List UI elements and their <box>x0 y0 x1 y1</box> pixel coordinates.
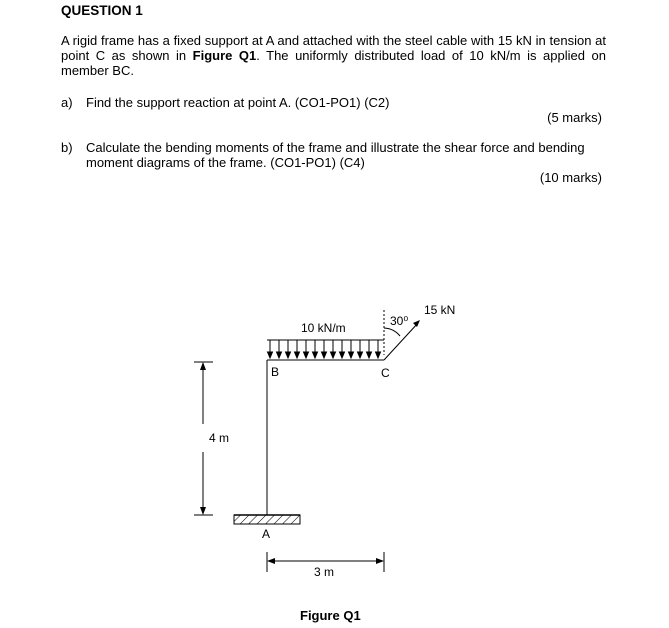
height-label: 4 m <box>209 431 230 445</box>
part-a-marks: (5 marks) <box>547 110 602 125</box>
node-b-label: B <box>271 365 280 379</box>
part-b-label: b) <box>61 140 73 155</box>
cable-arrowhead <box>413 320 420 327</box>
node-c-label: C <box>381 366 390 380</box>
span-label: 3 m <box>314 565 335 579</box>
part-b-text-line2: moment diagrams of the frame. (CO1-PO1) (C4) <box>86 155 365 170</box>
figure-caption: Figure Q1 <box>300 608 361 623</box>
part-b-marks: (10 marks) <box>539 170 602 185</box>
distributed-load <box>267 340 384 358</box>
intro-figure-ref: Figure Q1 <box>192 48 257 63</box>
intro-text-after: . The uniformly distributed load of 10 kN/m is applied on member BC. <box>61 48 606 78</box>
angle-label: 30⁰ <box>390 314 409 328</box>
intro-text-before: A rigid frame has a fixed support at A and attached with the steel cable with 15 kN in tension at point C as shown in <box>61 33 606 63</box>
angle-arc <box>384 328 400 336</box>
part-a-text: Find the support reaction at point A. (CO1-PO1) (C2) <box>86 95 390 110</box>
load-label: 10 kN/m <box>301 321 346 335</box>
question-heading: QUESTION 1 <box>61 3 143 18</box>
cable-force-label: 15 kN <box>424 303 456 317</box>
fixed-support <box>234 515 300 524</box>
part-b-text-line1: Calculate the bending moments of the frame and illustrate the shear force and bending <box>86 140 585 155</box>
part-a-label: a) <box>61 95 73 110</box>
node-a-label: A <box>262 527 271 541</box>
